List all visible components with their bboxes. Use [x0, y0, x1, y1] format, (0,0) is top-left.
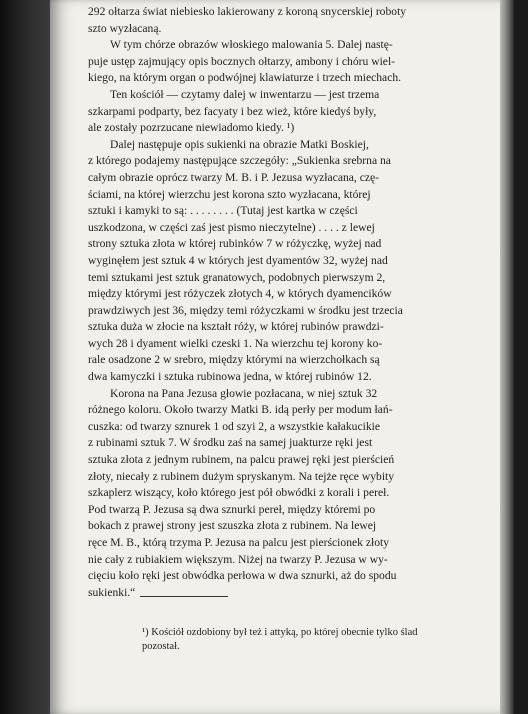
text-line: uszkodzona, w części zaś jest pismo nieczytelne) . . . . z lewej — [88, 220, 375, 234]
text-line: sztuka złota z jednym rubinem, na palcu prawej ręki jest pierścień — [88, 453, 395, 467]
text-line: sztuka duża w złocie na kształt róży, w której rubinów prawdzi- — [88, 320, 384, 334]
text-line: cuszka: od twarzy sznurek 1 od szyi 2, a wszystkie kałakucikie — [88, 419, 381, 433]
text-line: szkarpami podparty, bez facyaty i bez wież, które kiedyś były, — [88, 104, 377, 118]
text-line: Korona na Pana Jezusa głowie pozłacana, w niej sztuk 32 — [110, 386, 378, 400]
page-edge — [500, 0, 514, 714]
text-line: całym obrazie oprócz twarzy M. B. i P. Jezusa wyzłacana, czę- — [88, 170, 380, 184]
text-line: szto wyzłacaną. — [88, 21, 162, 35]
text-line: Ten kościół — czytamy dalej w inwentarzu — jest trzema — [110, 87, 380, 101]
book-gutter — [0, 0, 50, 714]
book-page — [50, 0, 514, 714]
footnote-rule — [140, 596, 228, 597]
text-line: ale zostały pozrzucane niewiadomo kiedy. ¹) — [88, 121, 295, 135]
text-line: nie cały z rubiakiem większym. Niżej na twarzy P. Jezusa w wy- — [88, 552, 388, 566]
text-line: puje ustęp zajmujący opis bocznych ołtarzy, ambony i chóru wiel- — [88, 54, 396, 68]
text-line: dwa kamyczki i sztuka rubinowa jedna, w której rubinów 12. — [88, 370, 372, 384]
text-line: Pod twarzą P. Jezusa są dwa sznurki pereł, między któremi po — [88, 502, 376, 516]
text-line: wych 28 i dyament wielki czeski 1. Na wierzchu tej korony ko- — [88, 336, 383, 350]
text-line: temi sztukami jest sztuk granatowych, podobnych pierwszym 2, — [88, 270, 386, 284]
body-text — [88, 4, 502, 601]
text-line: W tym chórze obrazów włoskiego malowania 5. Dalej nastę- — [110, 38, 393, 52]
text-line: wyginęłem jest sztuk 4 w których jest dyamentów 32, wyżej nad — [88, 253, 388, 267]
footnote-line: pozostał. — [142, 641, 180, 652]
text-line: z rubinami sztuk 7. W środku zaś na samej juakturze ręki jest — [88, 436, 373, 450]
text-line: Dalej następuje opis sukienki na obrazie Matki Boskiej, — [110, 137, 369, 151]
text-line: strony sztuka złota w której rubinków 7 w różyczkę, wyżej nad — [88, 237, 382, 251]
text-line: bokach z prawej strony jest szuszka złota z rubinem. Na lewej — [88, 519, 377, 533]
text-line: złoty, niecały z rubinem dużym spryskanym. Na tejże ręce wybity — [88, 469, 395, 483]
text-line: 292 ołtarza świat niebiesko lakierowany z koroną snycerskiej roboty — [88, 5, 407, 18]
text-line: rale osadzone 2 w srebro, między którymi na wierzchołkach są — [88, 353, 380, 367]
page-number: 292 — [88, 5, 109, 18]
text-line: sztuki i kamyki to są: . . . . . . . . (Tutaj jest kartka w części — [88, 204, 358, 218]
text-line: prawdziwych jest 36, między temi różyczkami w środku jest trzecia — [88, 303, 403, 317]
text-line: między którymi jest różyczek złotych 4, w których dyamencików — [88, 287, 392, 301]
footnote-line: ¹) Kościół ozdobiony był też i attyką, po której obecnie tylko ślad — [142, 627, 418, 638]
text-line: różnego koloru. Około twarzy Matki B. idą perły per modum łań- — [88, 403, 393, 417]
text-line: sukienki.“ — [88, 585, 136, 599]
text-line: kiego, na którym organ o podwójnej klawiaturze i trzech miechach. — [88, 71, 402, 85]
text-line: z którego podajemy następujące szczegóły: „Sukienka srebrna na — [88, 154, 391, 168]
text-line: ręce M. B., którą trzyma P. Jezusa na palcu jest pierścionek złoty — [88, 536, 390, 549]
footnote — [142, 626, 514, 654]
text-line: ściami, na której wierzchu jest korona szto wyzłacana, której — [88, 187, 371, 201]
text-line: cięciu koło ręki jest obwódka perłowa w dwa sznurki, aż do spodu — [88, 569, 397, 583]
text-line: szkaplerz wiszący, koło którego jest pół obwódki z korali i pereł. — [88, 486, 390, 500]
